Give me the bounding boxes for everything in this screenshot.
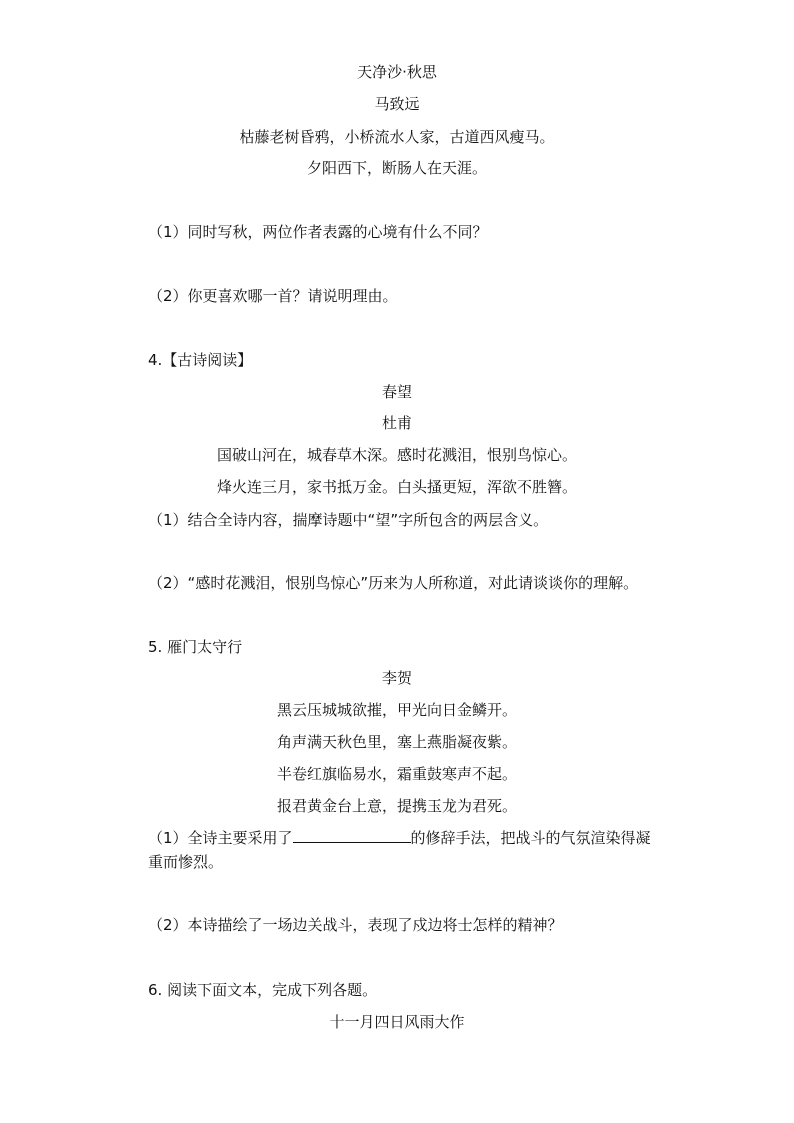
q4-sub2: （2）“感时花溅泪，恨别鸟惊心”历来为人所称道，对此请谈谈你的理解。 [148, 574, 639, 592]
q4-poem-line-2: 烽火连三月，家书抵万金。白头搔更短，浑欲不胜簪。 [216, 478, 577, 496]
q5-poem-author: 李贺 [381, 669, 412, 687]
q5-sub1-continuation: 重而惨烈。 [148, 853, 224, 871]
q5-poem-line-1: 黑云压城城欲摧，甲光向日金鳞开。 [276, 701, 517, 719]
q5-sub1-text-after: 的修辞手法，把战斗的气氛渲染得凝 [410, 829, 651, 847]
q5-sub1-text-before: （1）全诗主要采用了 [148, 829, 293, 847]
q5-sub2: （2）本诗描绘了一场边关战斗，表现了戍边将士怎样的精神？ [148, 916, 563, 934]
q4-poem-title: 春望 [381, 383, 412, 401]
q4-heading: 4.【古诗阅读】 [148, 351, 253, 369]
poem1-line-1: 枯藤老树昏鸦，小桥流水人家，古道西风瘦马。 [239, 128, 555, 146]
poem1-author: 马致远 [374, 95, 420, 113]
q6-heading: 6. 阅读下面文本，完成下列各题。 [148, 981, 378, 999]
poem1-line-2: 夕阳西下，断肠人在天涯。 [306, 159, 487, 177]
q5-poem-line-2: 角声满天秋色里，塞上燕脂凝夜紫。 [276, 733, 517, 751]
q4-sub1: （1）结合全诗内容，揣摩诗题中“望”字所包含的两层含义。 [148, 511, 549, 529]
q5-heading: 5. 雁门太守行 [148, 638, 243, 656]
q3-sub1: （1）同时写秋，两位作者表露的心境有什么不同？ [148, 223, 488, 241]
q3-sub2: （2）你更喜欢哪一首？请说明理由。 [148, 287, 398, 305]
poem1-title: 天净沙·秋思 [357, 63, 437, 81]
q6-poem-title: 十一月四日风雨大作 [329, 1013, 465, 1031]
q4-poem-line-1: 国破山河在，城春草木深。感时花溅泪，恨别鸟惊心。 [216, 446, 577, 464]
answer-blank[interactable] [293, 828, 411, 843]
q5-sub1 [148, 828, 651, 848]
q4-poem-author: 杜甫 [381, 414, 412, 432]
q5-poem-line-4: 报君黄金台上意，提携玉龙为君死。 [276, 797, 517, 815]
q5-poem-line-3: 半卷红旗临易水，霜重鼓寒声不起。 [276, 765, 517, 783]
